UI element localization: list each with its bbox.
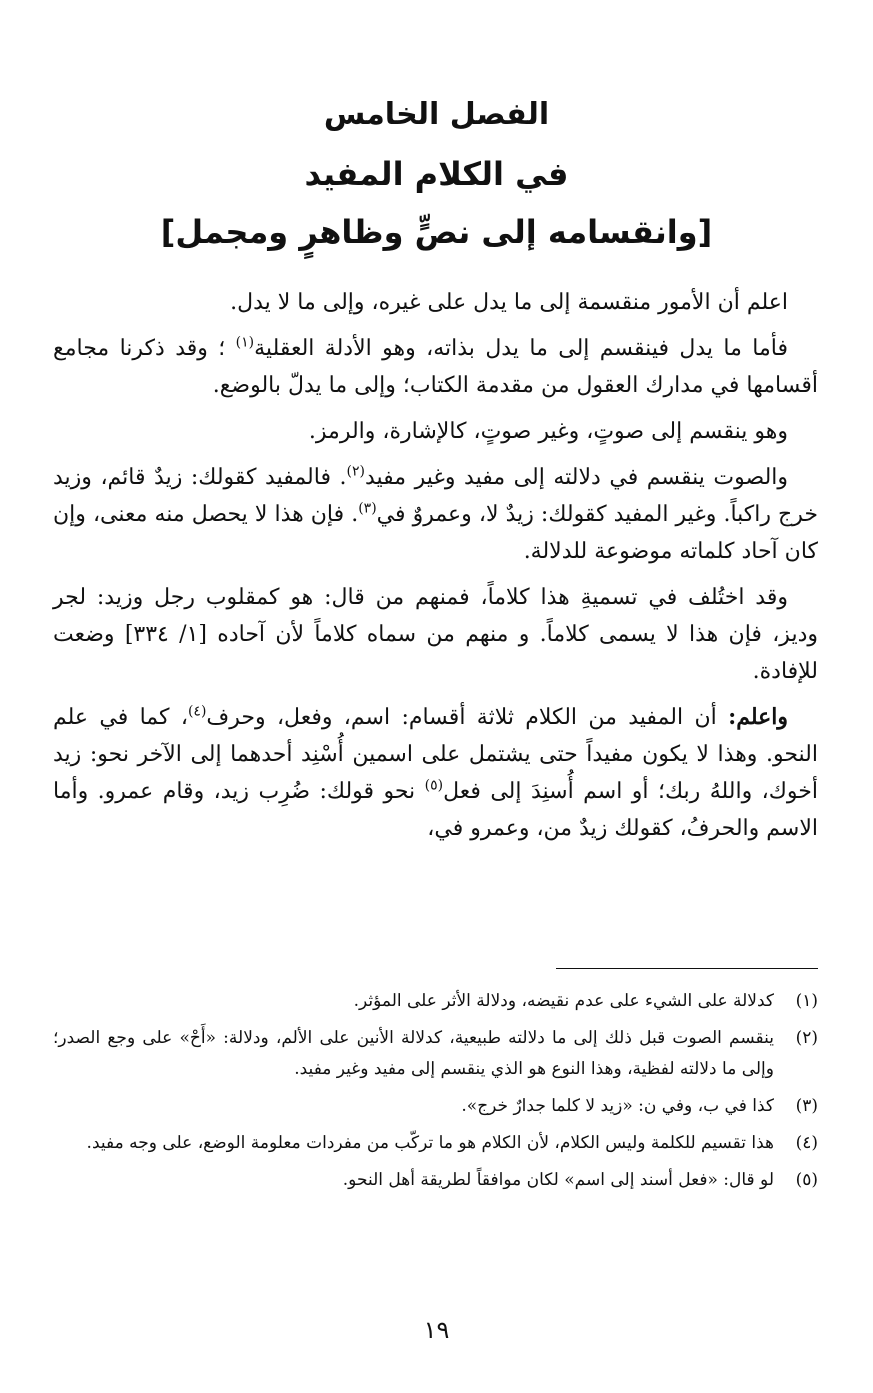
paragraph-text: والصوت ينقسم في دلالته إلى مفيد وغير مفيد: [364, 465, 789, 490]
footnote-number: (٤): [795, 1133, 818, 1153]
page-number: ١٩: [423, 1316, 450, 1344]
paragraph: [53, 284, 818, 321]
chapter-headings: [0, 97, 873, 274]
paragraph-text: اعلم أن الأمور منقسمة إلى ما يدل على غيره، وإلى ما لا يدل.: [230, 290, 788, 315]
chapter-subject: في الكلام المفيد: [304, 155, 569, 193]
footnote-text: هذا تقسيم للكلمة وليس الكلام، لأن الكلام هو ما تركّب من مفردات معلومة الوضع، على وجه مفيد.: [86, 1133, 774, 1153]
footnote-number: (١): [795, 991, 818, 1011]
footnote-text: كذا في ب، وفي ن: «زيد لا كلما جدارٌ خرج».: [461, 1096, 774, 1116]
paragraph: [53, 579, 818, 690]
chapter-division: [وانقسامه إلى نصٍّ وظاهرٍ ومجمل]: [160, 213, 713, 251]
footnote-item: [53, 1023, 818, 1085]
paragraph-text: ، كما في علم النحو. وهذا لا يكون مفيداً حتى يشتمل على اسمين أُسْنِد أحدهما إلى الآخر نحو: زيد أخوك، واللهُ ربك؛ أو اسم أُسنِدَ إلى فعل: [53, 705, 818, 804]
paragraph-lead: واعلم:: [728, 704, 788, 730]
paragraph: [53, 413, 818, 450]
footnote-item: [53, 1091, 818, 1122]
footnote-marker[interactable]: (٣): [358, 500, 377, 517]
footnote-text: لو قال: «فعل أسند إلى اسم» لكان موافقاً لطريقة أهل النحو.: [342, 1170, 774, 1190]
paragraph-text: وهو ينقسم إلى صوتٍ، وغير صوتٍ، كالإشارة، والرمز.: [308, 419, 788, 444]
paragraph-text: أن المفيد من الكلام ثلاثة أقسام: اسم، وفعل، وحرف: [206, 705, 729, 730]
paragraph-text: ؛ وقد ذكرنا مجامع أقسامها في مدارك العقول من مقدمة الكتاب؛ وإلى ما يدلّ بالوضع.: [53, 336, 818, 398]
paragraph-text: فأما ما يدل فينقسم إلى ما يدل بذاته، وهو الأدلة العقلية: [254, 336, 789, 361]
paragraph-text: وقد اختُلف في تسميةِ هذا كلاماً، فمنهم من قال: هو كمقلوب رجل وزيد: لجر وديز، فإن هذا لا يسمى كلاماً. و منهم من سماه كلاماً لأن آحاده [١/ ٣٣٤] وضعت للإفادة.: [53, 585, 818, 684]
footnote-text: كدلالة على الشيء على عدم نقيضه، ودلالة الأثر على المؤثر.: [353, 991, 774, 1011]
footnote-divider: [556, 968, 818, 969]
footnote-text: ينقسم الصوت قبل ذلك إلى ما دلالته طبيعية، كدلالة الأنين على الألم، ودلالة: «أَحْ» على وجع الصدر؛ وإلى ما دلالته لفظية، وهذا النوع هو الذي ينقسم إلى مفيد وغير مفيد.: [53, 1028, 774, 1079]
paragraph-text: نحو قولك: ضُرِب زيد، وقام عمرو. وأما الاسم والحرفُ، كقولك زيدٌ من، وعمرو في،: [53, 779, 818, 841]
paragraph-text: . فالمفيد كقولك: زيدٌ قائم، وزيد خرج راكباً. وغير المفيد كقولك: زيدٌ لا، وعمروٌ في: [53, 465, 818, 527]
paragraph-text: . فإن هذا لا يحصل منه معنى، وإن كان آحاد كلماته موضوعة للدلالة.: [53, 502, 818, 564]
footnote-marker[interactable]: (٢): [346, 463, 365, 480]
paragraph: [53, 699, 818, 847]
footnote-item: [53, 1128, 818, 1159]
footnote-marker[interactable]: (٤): [187, 703, 207, 720]
footnote-number: (٣): [795, 1096, 818, 1116]
footnote-marker[interactable]: (١): [235, 334, 255, 351]
footnote-item: [53, 986, 818, 1017]
main-text: [53, 284, 818, 856]
paragraph: [53, 459, 818, 570]
footnote-number: (٥): [795, 1170, 818, 1190]
footnote-number: (٢): [795, 1028, 818, 1048]
chapter-title: الفصل الخامس: [323, 97, 550, 132]
footnote-item: [53, 1165, 818, 1196]
paragraph: [53, 330, 818, 404]
footnote-marker[interactable]: (٥): [424, 777, 444, 794]
footnotes: [53, 986, 818, 1202]
